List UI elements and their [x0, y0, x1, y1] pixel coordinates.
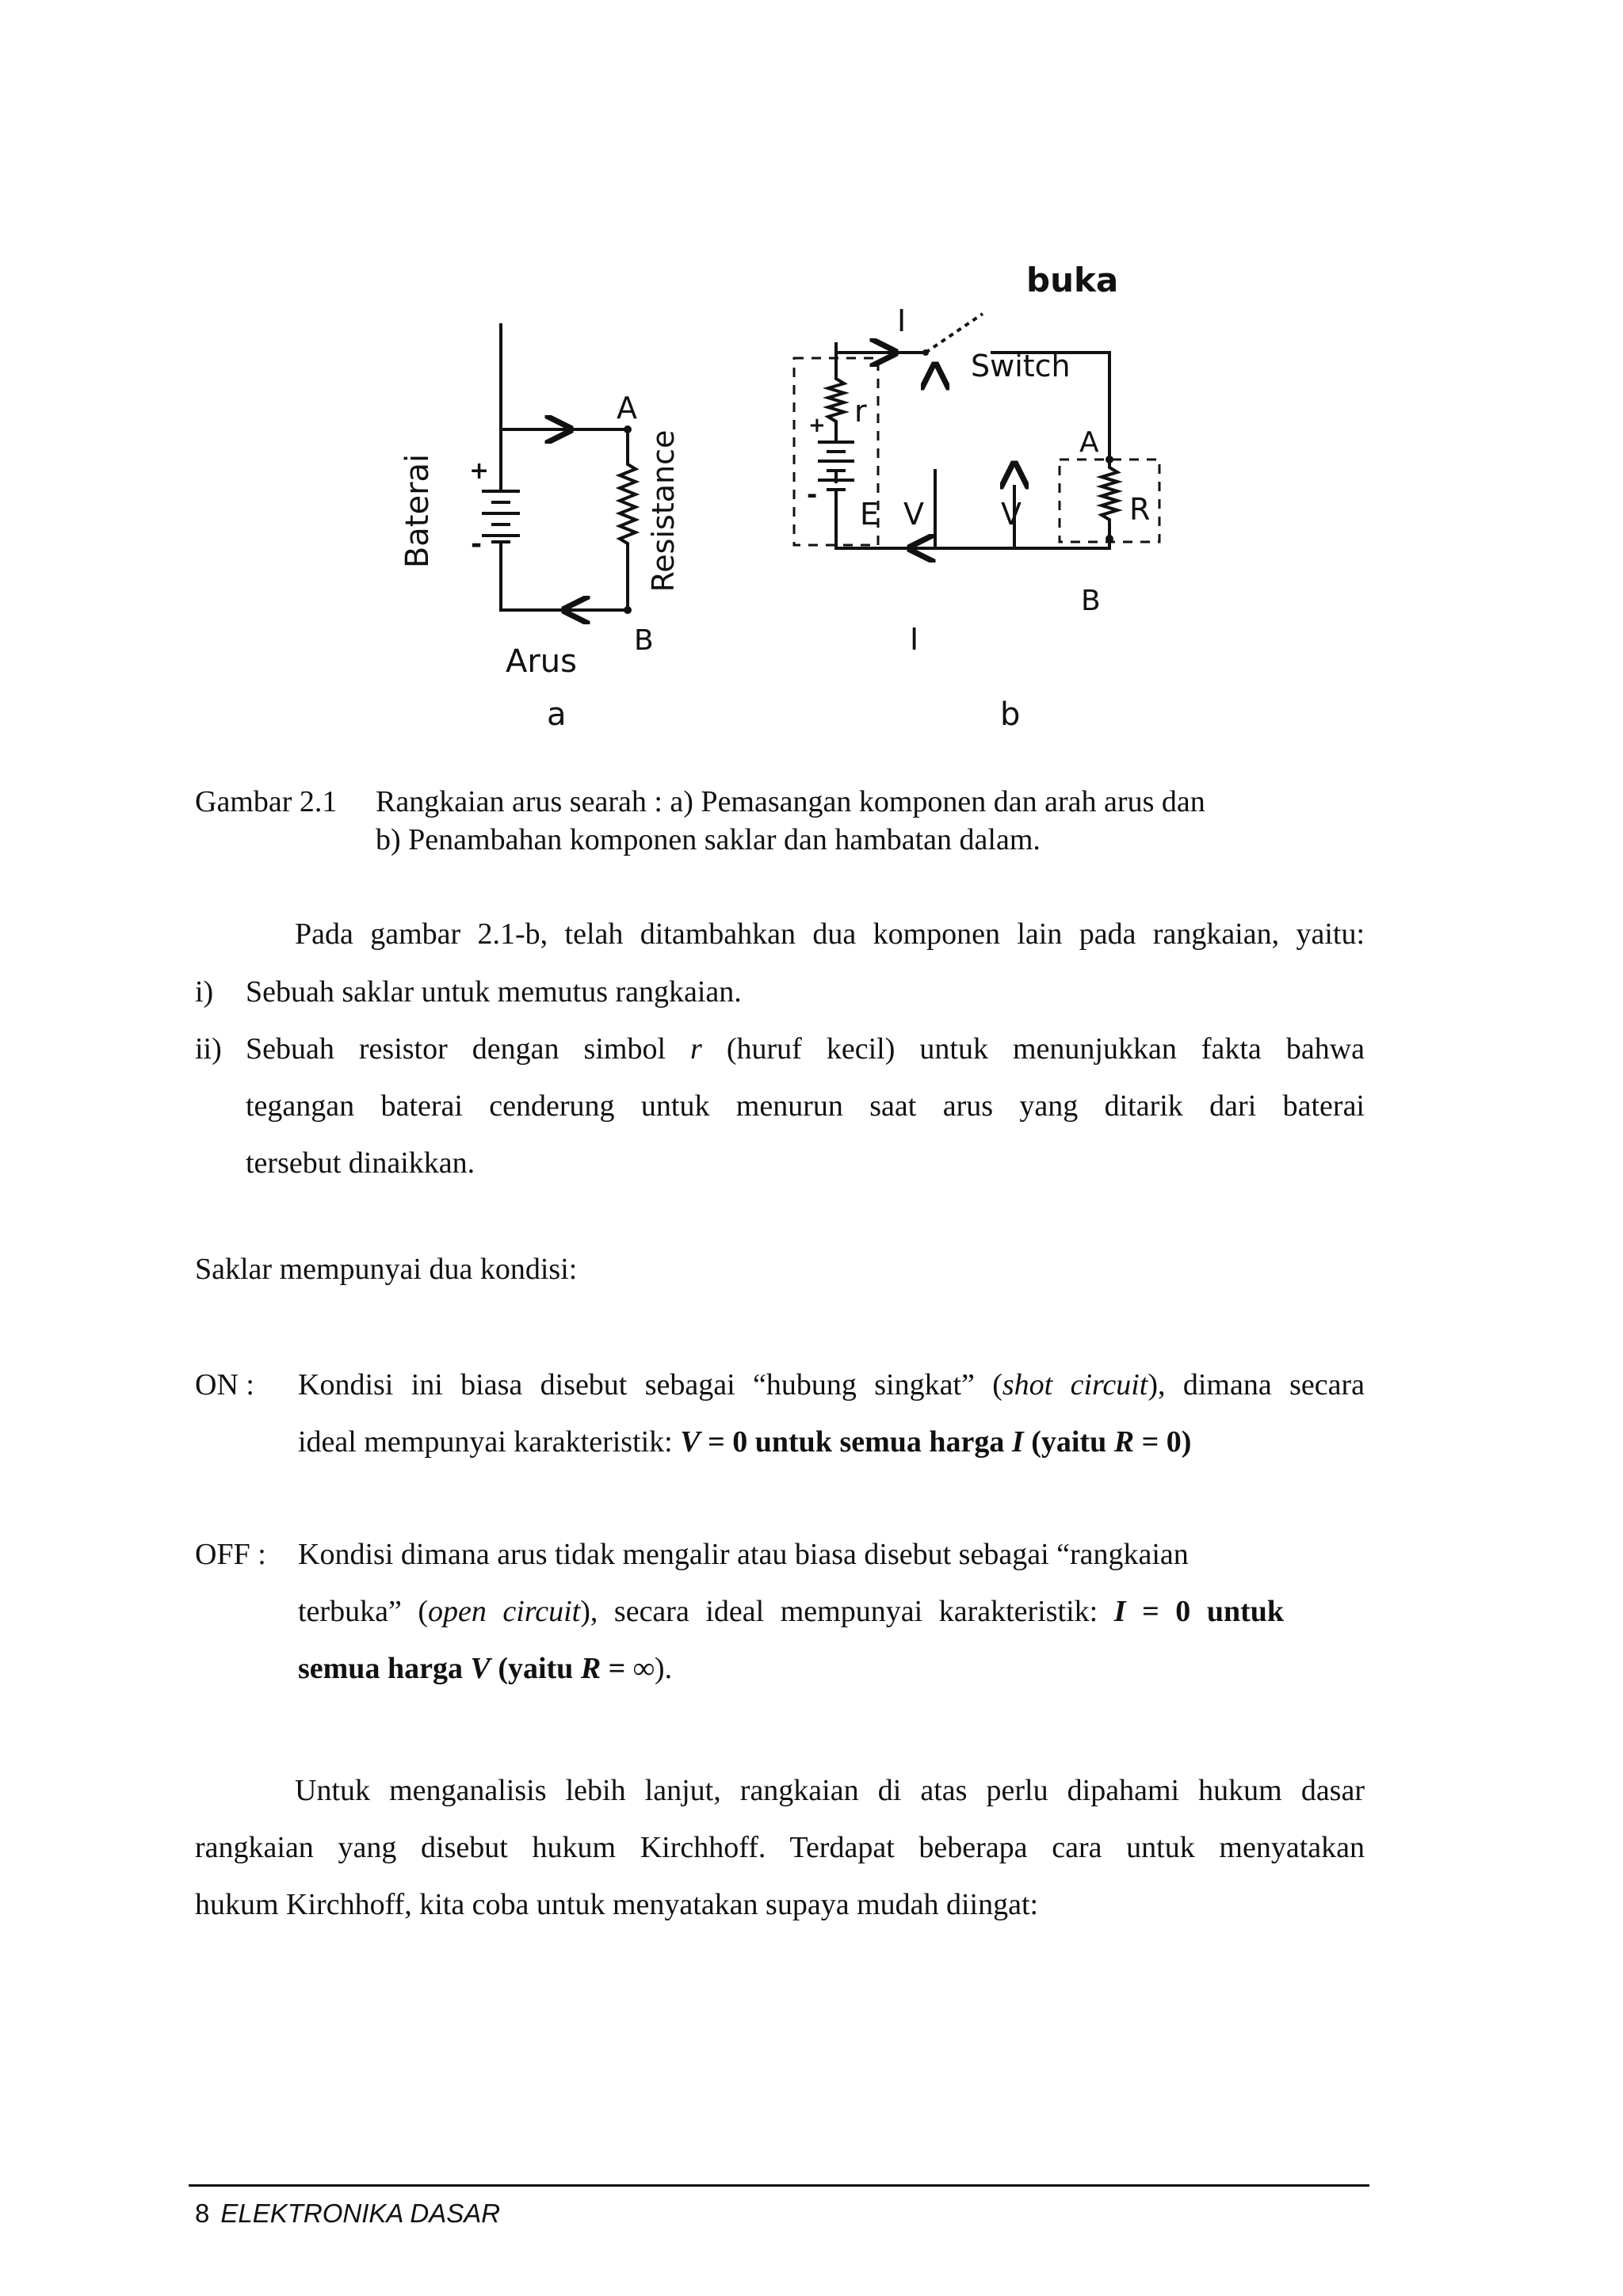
voltage-label-1: V: [903, 497, 924, 532]
on-line-2: ideal mempunyai karakteristik: V = 0 untuk semua harga I (yaitu R = 0): [298, 1425, 1192, 1459]
internal-resistance-label: r: [854, 394, 867, 429]
list-item-2-line-3: tersebut dinaikkan.: [246, 1146, 475, 1180]
battery-a-label: Baterai: [399, 453, 436, 569]
node-b-dot: [624, 606, 632, 614]
battery-b-plus: +: [808, 414, 826, 437]
circuit-figure: [380, 238, 1212, 753]
off-line-1: Kondisi dimana arus tidak mengalir atau biasa disebut sebagai “rangkaian: [298, 1538, 1189, 1571]
list-item-2-line-1: Sebuah resistor dengan simbol r (huruf kecil) untuk menunjukkan fakta bahwa: [246, 1032, 1365, 1066]
page-number: 8: [195, 2199, 210, 2228]
list-item-2-line-2: tegangan baterai cenderung untuk menurun saat arus yang ditarik dari baterai: [246, 1089, 1365, 1123]
switch-pivot: [922, 349, 929, 356]
resistance-label: Resistance: [646, 429, 681, 593]
node-b-a-dot: [1106, 456, 1113, 463]
battery-a-minus: -: [471, 528, 483, 560]
list-item-1: Sebuah saklar untuk memutus rangkaian.: [246, 975, 742, 1009]
on-line-1: Kondisi ini biasa disebut sebagai “hubung singkat” (shot circuit), dimana secara: [298, 1368, 1365, 1402]
intro-paragraph: Pada gambar 2.1-b, telah ditambahkan dua komponen lain pada rangkaian, yaitu:: [295, 917, 1365, 951]
battery-b-minus: -: [807, 479, 818, 509]
caption-number: Gambar 2.1: [195, 785, 338, 818]
kirchhoff-line-2: rangkaian yang disebut hukum Kirchhoff. Terdapat beberapa cara untuk menyatakan: [195, 1831, 1365, 1864]
switch-intro: Saklar mempunyai dua kondisi:: [195, 1253, 578, 1286]
current-top-label: I: [897, 303, 907, 338]
current-label: Arus: [506, 643, 577, 680]
switch-label: Switch: [971, 349, 1071, 383]
node-b-b-dot: [1106, 535, 1113, 543]
list-marker-2: ii): [195, 1032, 222, 1066]
list-marker-1: i): [195, 975, 214, 1009]
node-b-label: B: [634, 624, 654, 657]
current-bottom-label: I: [910, 622, 919, 657]
node-b-b-label: B: [1081, 585, 1101, 617]
kirchhoff-line-3: hukum Kirchhoff, kita coba untuk menyatakan supaya mudah diingat:: [195, 1888, 1039, 1921]
circuit-a-schematic-real: [501, 429, 636, 610]
off-line-2: terbuka” (open circuit), secara ideal mempunyai karakteristik: I = 0 untuk: [298, 1595, 1285, 1628]
node-a-label: A: [617, 391, 637, 425]
emf-label: E: [860, 497, 880, 532]
on-italic-term: shot circuit: [1002, 1368, 1148, 1402]
open-label: buka: [1026, 261, 1119, 299]
off-term: OFF :: [195, 1538, 266, 1571]
node-b-a-label: A: [1079, 426, 1099, 459]
node-a-dot: [624, 425, 632, 433]
battery-a-plus: +: [469, 457, 490, 485]
off-line-3: semua harga V (yaitu R = ∞).: [298, 1652, 673, 1685]
on-term: ON :: [195, 1368, 254, 1402]
caption-line-2: b) Penambahan komponen saklar dan hambatan dalam.: [376, 823, 1041, 856]
off-italic-term: open circuit: [428, 1595, 581, 1628]
sublabel-b: b: [1000, 696, 1021, 733]
sublabel-a: a: [547, 696, 567, 733]
symbol-r: r: [690, 1032, 702, 1066]
footer: [195, 2198, 500, 2229]
footer-rule: [189, 2184, 1369, 2187]
voltage-label-2: V: [1001, 497, 1022, 532]
book-title: ELEKTRONIKA DASAR: [220, 2199, 501, 2228]
caption-line-1: Rangkaian arus searah : a) Pemasangan komponen dan arah arus dan: [376, 785, 1205, 818]
load-resistance-label: R: [1129, 492, 1151, 527]
kirchhoff-line-1: Untuk menganalisis lebih lanjut, rangkaian di atas perlu dipahami hukum dasar: [295, 1774, 1365, 1807]
